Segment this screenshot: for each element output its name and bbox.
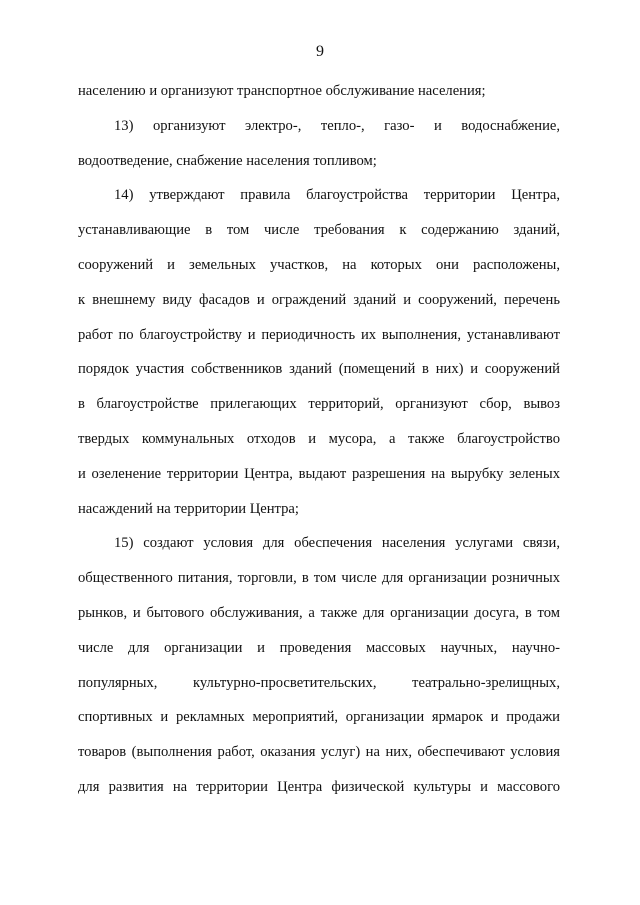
text-line: 14) утверждают правила благоустройства территории Центра, bbox=[114, 187, 560, 204]
text-line: в благоустройстве прилегающих территорий, организуют сбор, вывоз bbox=[78, 396, 560, 413]
text-line: твердых коммунальных отходов и мусора, а также благоустройство bbox=[78, 430, 560, 447]
text-line: рынков, и бытового обслуживания, а также для организации досуга, в том bbox=[78, 604, 560, 621]
text-line: 15) создают условия для обеспечения населения услугами связи, bbox=[114, 535, 560, 552]
text-line: водоотведение, снабжение населения топливом; bbox=[78, 152, 377, 169]
text-line: и озеленение территории Центра, выдают разрешения на вырубку зеленых bbox=[78, 465, 560, 482]
text-line: работ по благоустройству и периодичность их выполнения, устанавливают bbox=[78, 326, 560, 343]
document-body bbox=[78, 74, 560, 805]
text-line: сооружений и земельных участков, на которых они расположены, bbox=[78, 256, 560, 273]
text-line: насаждений на территории Центра; bbox=[78, 500, 299, 517]
text-line: общественного питания, торговли, в том числе для организации розничных bbox=[78, 570, 560, 587]
text-line: порядок участия собственников зданий (помещений в них) и сооружений bbox=[78, 361, 560, 378]
text-line: к внешнему виду фасадов и ограждений зданий и сооружений, перечень bbox=[78, 291, 560, 308]
text-line: устанавливающие в том числе требования к содержанию зданий, bbox=[78, 222, 560, 239]
text-line: населению и организуют транспортное обслуживание населения; bbox=[78, 83, 486, 99]
text-line: товаров (выполнения работ, оказания услуг) на них, обеспечивают условия bbox=[78, 744, 560, 761]
text-line: для развития на территории Центра физической культуры и массового bbox=[78, 778, 560, 795]
text-line: 13) организуют электро-, тепло-, газо- и водоснабжение, bbox=[114, 117, 560, 134]
page-number: 9 bbox=[316, 43, 324, 60]
text-line: популярных, культурно-просветительских, театрально-зрелищных, bbox=[78, 674, 560, 691]
text-line: числе для организации и проведения массовых научных, научно- bbox=[78, 639, 560, 656]
text-line: спортивных и рекламных мероприятий, организации ярмарок и продажи bbox=[78, 709, 560, 726]
